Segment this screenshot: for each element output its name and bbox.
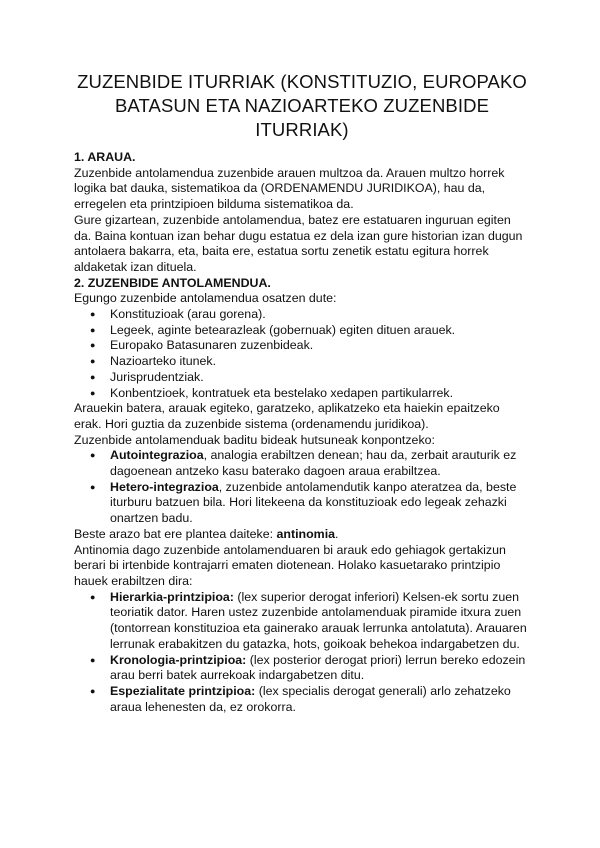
bullet-icon: ● [90, 591, 96, 602]
gaps-list [74, 448, 530, 527]
bullet-icon: ● [90, 340, 96, 351]
gaps-intro: Zuzenbide antolamenduak baditu bideak hutsuneak konpontzeko: [74, 432, 435, 447]
bullet-icon: ● [90, 309, 96, 320]
section-1-heading: 1. ARAUA. [74, 150, 136, 164]
term: Autointegrazioa [110, 448, 204, 463]
antinomia-line: Beste arazo bat ere plantea daiteke: antinomia. [74, 526, 339, 541]
bullet-icon: ● [90, 371, 96, 382]
term: Hierarkia-printzipioa: [110, 589, 234, 604]
list-item: ● Konstituzioak (arau gorena). [90, 307, 266, 322]
sources-list [74, 307, 530, 401]
list-item: ● Autointegrazioa, analogia erabiltzen denean; hau da, zerbait arauturik ez dagoenean antzeko kasu baterako dagoen araua erabiltzea. [90, 448, 517, 479]
bullet-icon: ● [90, 481, 96, 492]
bullet-icon: ● [90, 450, 96, 461]
list-item: ● Konbentzioek, kontratuek eta bestelako xedapen partikularrek. [90, 385, 454, 400]
bullet-icon: ● [90, 654, 96, 665]
principles-list [74, 590, 530, 716]
document-title: ZUZENBIDE ITURRIAK (KONSTITUZIO, EUROPAKO BATASUN ETA NAZIOARTEKO ZUZENBIDE ITURRIAK) [77, 71, 527, 140]
list-item: ● Hetero-integrazioa, zuzenbide antolamendutik kanpo ateratzea da, beste iturburu batzuen bila. Hori litekeena da konstituzioak edo legeak zehazki onartzen badu. [90, 479, 517, 526]
list-item: ● Espezialitate printzipioa: (lex specialis derogat generali) arlo zehatzeko araua lehenesten da, ez orokorra. [90, 683, 511, 714]
bullet-icon: ● [90, 356, 96, 367]
list-item: ● Nazioarteko itunek. [90, 354, 217, 369]
section-1-paragraph-2: Gure gizartean, zuzenbide antolamendua, batez ere estatuaren inguruan egiten da. Baina kontuan izan behar dugu estatua ez dela izan gure historian izan dugun antolaera bakarra, eta, baita ere, estatua sortu zenetik estatu egitura horrek aldaketak izan dituela. [74, 212, 523, 274]
bullet-icon: ● [90, 685, 96, 696]
list-item: ● Hierarkia-printzipioa: (lex superior derogat inferiori) Kelsen-ek sortu zuen teoriatik dator. Haren ustez zuzenbide antolamenduak piramide itxura zuen (tontorrean konstituzioa eta gainerako arauak lerrunka antolatuta). Arauaren lerrunak erabakitzen du gatazka, hots, goikoak behekoa indargabetzen du. [90, 589, 527, 651]
list-item: ● Europako Batasunaren zuzenbideak. [90, 338, 314, 353]
bullet-icon: ● [90, 387, 96, 398]
list-item: ● Legeek, aginte betearazleak (gobernuak) egiten dituen arauek. [90, 322, 456, 337]
term: Espezialitate printzipioa: [110, 683, 256, 698]
antinomia-term: antinomia [276, 526, 336, 541]
antinomia-paragraph: Antinomia dago zuzenbide antolamenduaren bi arauk edo gehiagok gertakizun berari bi irtenbide kontrajarri ematen diotenean. Holako kasuetarako printzipio hauek erabiltzen dira: [74, 542, 506, 588]
list-item: ● Jurisprudentziak. [90, 369, 204, 384]
section-2-paragraph-after: Arauekin batera, arauak egiteko, garatzeko, aplikatzeko eta haiekin epaitzeko erak. Hori guztia da zuzenbide sistema (ordenamendu juridikoa). [74, 401, 500, 431]
term: Hetero-integrazioa [110, 479, 219, 494]
bullet-icon: ● [90, 324, 96, 335]
section-2-heading: 2. ZUZENBIDE ANTOLAMENDUA. [74, 275, 271, 290]
section-1-paragraph-1: Zuzenbide antolamendua zuzenbide arauen multzoa da. Arauen multzo horrek logika bat dauka, sistematikoa da (ORDENAMENDU JURIDIKOA), hau da, erregelen eta printzipioen bilduma sistematikoa da. [74, 165, 505, 212]
list-item: ● Kronologia-printzipioa: (lex posterior derogat priori) lerrun bereko edozein arau berri batek aurrekoak indargabetzen ditu. [90, 652, 526, 683]
section-2-intro: Egungo zuzenbide antolamendua osatzen dute: [74, 291, 337, 306]
term: Kronologia-printzipioa: [110, 652, 247, 667]
